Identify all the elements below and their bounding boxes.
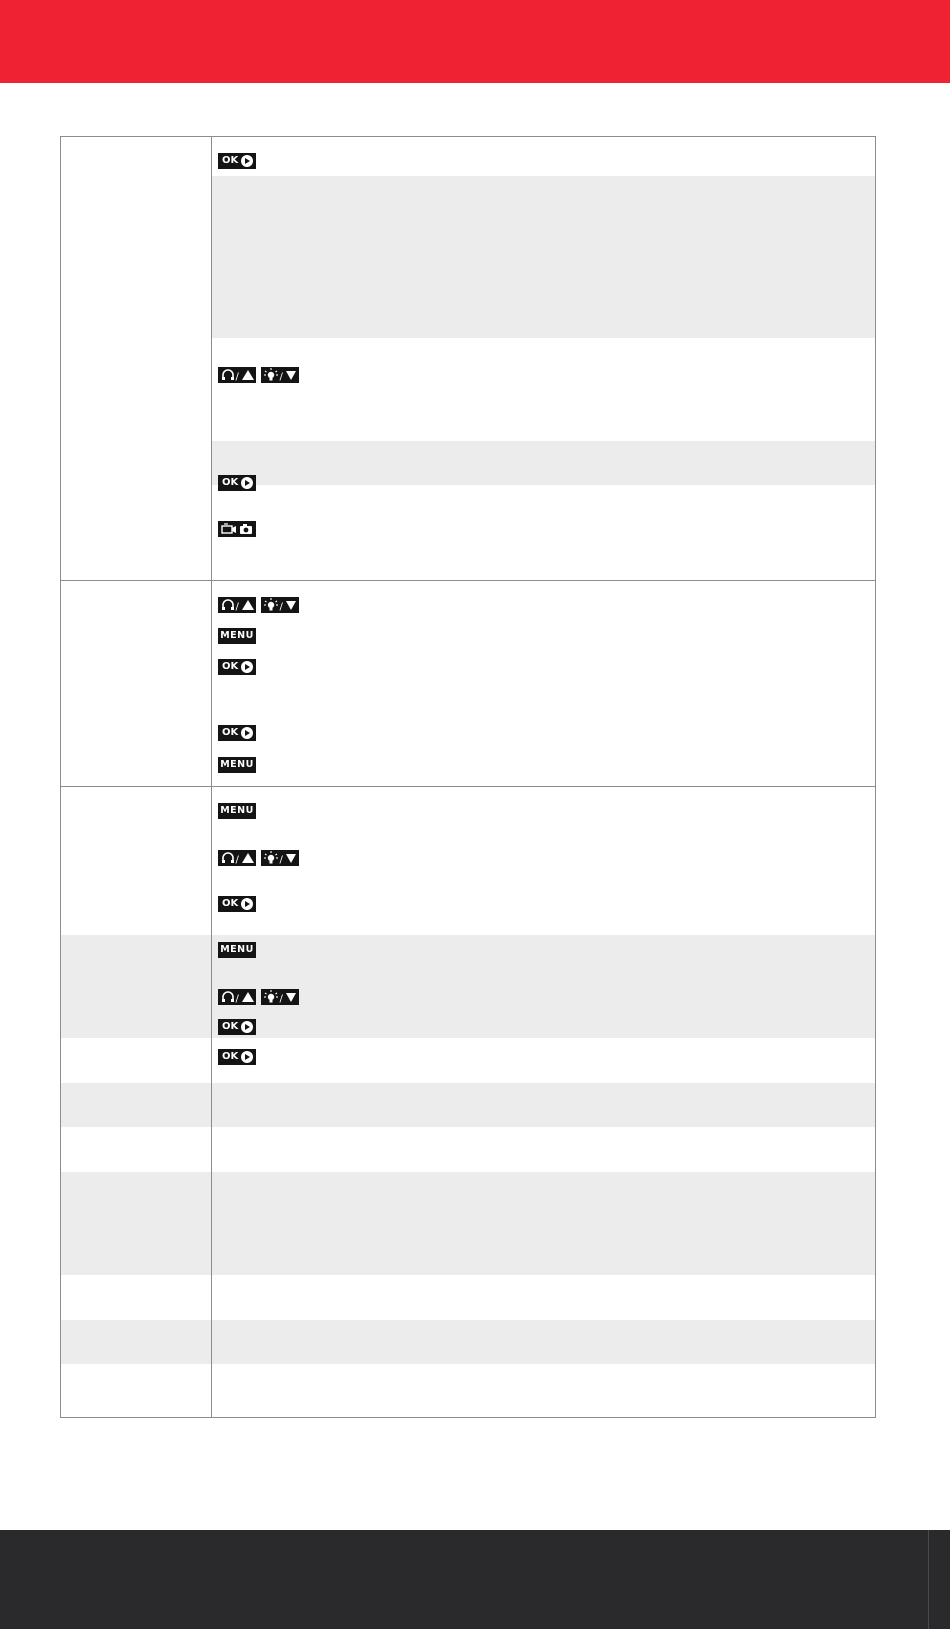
ok-play-icon (218, 725, 256, 741)
ok-key-label: OK (222, 661, 239, 672)
intercom-up-icon (218, 989, 256, 1005)
ok-key-label: OK (222, 727, 239, 738)
light-down-icon (261, 989, 299, 1005)
column-divider (211, 137, 212, 1417)
intercom-up-icon (218, 367, 256, 383)
light-down-icon (261, 850, 299, 866)
ok-play-icon (218, 475, 256, 491)
ok-play-icon (218, 1019, 256, 1035)
footer-bar (0, 1530, 950, 1629)
ok-key-label: OK (222, 477, 239, 488)
footer-divider (928, 1530, 929, 1629)
svg-text:/: / (279, 601, 283, 613)
shaded-cell (212, 441, 875, 485)
shaded-row (61, 1172, 875, 1275)
shaded-row (61, 1320, 875, 1364)
ok-play-icon (218, 659, 256, 675)
instruction-table (60, 136, 876, 1418)
svg-text:/: / (279, 993, 283, 1005)
ok-play-icon (218, 1049, 256, 1065)
shaded-cell (212, 176, 875, 338)
section-divider (61, 580, 875, 581)
light-down-icon (261, 367, 299, 383)
svg-text:/: / (235, 993, 239, 1005)
shaded-row (61, 1083, 875, 1127)
header-bar (0, 0, 950, 83)
menu-key-icon: MENU (218, 803, 256, 819)
svg-text:/: / (235, 854, 239, 866)
svg-text:/: / (235, 371, 239, 383)
ok-key-label: OK (222, 155, 239, 166)
light-down-icon (261, 597, 299, 613)
menu-key-icon: MENU (218, 757, 256, 773)
ok-key-label: OK (222, 1021, 239, 1032)
svg-text:/: / (235, 601, 239, 613)
svg-text:/: / (279, 371, 283, 383)
section-divider (61, 786, 875, 787)
ok-key-label: OK (222, 898, 239, 909)
video-photo-mode-icon (218, 521, 256, 537)
shaded-row (61, 935, 875, 1038)
intercom-up-icon (218, 850, 256, 866)
menu-key-icon: MENU (218, 942, 256, 958)
menu-key-icon: MENU (218, 628, 256, 644)
intercom-up-icon (218, 597, 256, 613)
ok-play-icon (218, 153, 256, 169)
svg-text:/: / (279, 854, 283, 866)
ok-play-icon (218, 896, 256, 912)
ok-key-label: OK (222, 1051, 239, 1062)
